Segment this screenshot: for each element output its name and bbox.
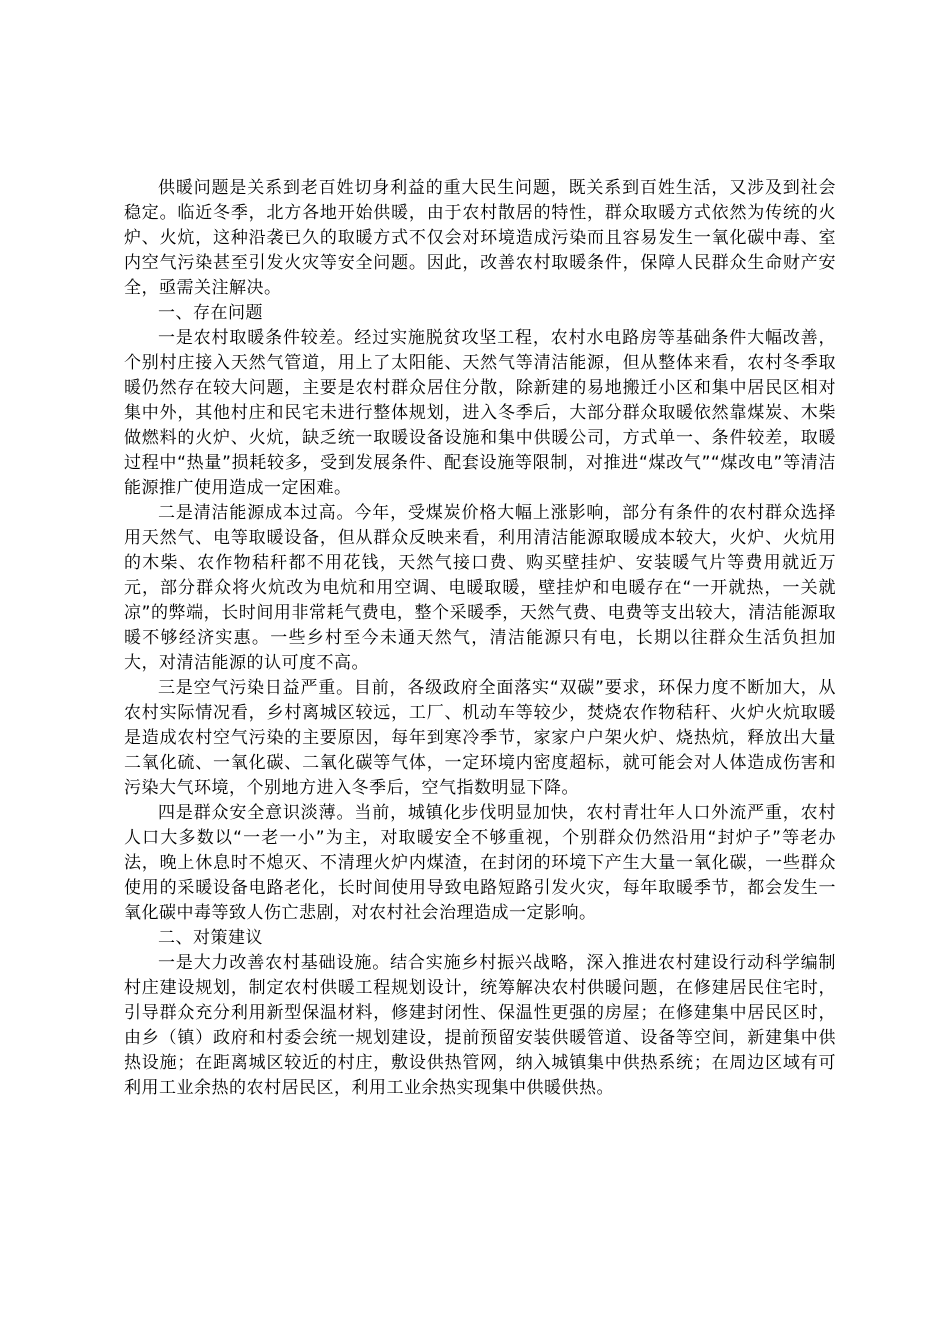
suggestion-paragraph-1: 一是大力改善农村基础设施。结合实施乡村振兴战略，深入推进农村建设行动科学编制村庄建设规划，制定农村供暖工程规划设计，统筹解决农村供暖问题，在修建居民住宅时，引导群众充分利用新型保温材料，修建封闭性、保温性更强的房屋；在修建集中居民区时，由乡（镇）政府和村委会统一规划建设，提前预留安装供暖管道、设备等空间，新建集中供热设施；在距离城区较近的村庄，敷设供热管网，纳入城镇集中供热系统；在周边区域有可利用工业余热的农村居民区，利用工业余热实现集中供暖供热。 [124, 953, 836, 1098]
problem-paragraph-3: 三是空气污染日益严重。目前，各级政府全面落实“双碳”要求，环保力度不断加大，从农村实际情况看，乡村离城区较远，工厂、机动车等较少，焚烧农作物秸秆、火炉火炕取暖是造成农村空气污染的主要原因，每年到寒冷季节，家家户户架火炉、烧热炕，释放出大量二氧化硫、一氧化碳、二氧化碳等气体，一定环境内密度超标，就可能会对人体造成伤害和污染大气环境，个别地方进入冬季后，空气指数明显下降。 [124, 678, 836, 798]
problem-paragraph-2: 二是清洁能源成本过高。今年，受煤炭价格大幅上涨影响，部分有条件的农村群众选择用天然气、电等取暖设备，但从群众反映来看，利用清洁能源取暖成本较大，火炉、火炕用的木柴、农作物秸秆都不用花钱，天然气接口费、购买壁挂炉、安装暖气片等费用就近万元，部分群众将火炕改为电炕和用空调、电暖取暖，壁挂炉和电暖存在“一开就热，一关就凉”的弊端，长时间用非常耗气费电，整个采暖季，天然气费、电费等支出较大，清洁能源取暖不够经济实惠。一些乡村至今未通天然气，清洁能源只有电，长期以往群众生活负担加大，对清洁能源的认可度不高。 [124, 503, 836, 673]
problem-paragraph-4: 四是群众安全意识淡薄。当前，城镇化步伐明显加快，农村青壮年人口外流严重，农村人口大多数以“一老一小”为主，对取暖安全不够重视，个别群众仍然沿用“封炉子”等老办法，晚上休息时不熄灭、不清理火炉内煤渣，在封闭的环境下产生大量一氧化碳，一些群众使用的采暖设备电路老化，长时间使用导致电路短路引发火灾，每年取暖季节，都会发生一氧化碳中毒等致人伤亡悲剧，对农村社会治理造成一定影响。 [124, 803, 836, 923]
section-heading-problems: 一、存在问题 [158, 303, 263, 323]
problem-paragraph-1: 一是农村取暖条件较差。经过实施脱贫攻坚工程，农村水电路房等基础条件大幅改善，个别村庄接入天然气管道，用上了太阳能、天然气等清洁能源，但从整体来看，农村冬季取暖仍然存在较大问题，主要是农村群众居住分散，除新建的易地搬迁小区和集中居民区相对集中外，其他村庄和民宅未进行整体规划，进入冬季后，大部分群众取暖依然靠煤炭、木柴做燃料的火炉、火炕，缺乏统一取暖设备设施和集中供暖公司，方式单一、条件较差，取暖过程中“热量”损耗较多，受到发展条件、配套设施等限制，对推进“煤改气”“煤改电”等清洁能源推广使用造成一定困难。 [124, 328, 836, 498]
document-body [124, 176, 836, 1101]
section-heading-suggestions: 二、对策建议 [158, 928, 263, 948]
intro-paragraph: 供暖问题是关系到老百姓切身利益的重大民生问题，既关系到百姓生活，又涉及到社会稳定。临近冬季，北方各地开始供暖，由于农村散居的特性，群众取暖方式依然为传统的火炉、火炕，这种沿袭已久的取暖方式不仅会对环境造成污染而且容易发生一氧化碳中毒、室内空气污染甚至引发火灾等安全问题。因此，改善农村取暖条件，保障人民群众生命财产安全，亟需关注解决。 [124, 178, 836, 298]
